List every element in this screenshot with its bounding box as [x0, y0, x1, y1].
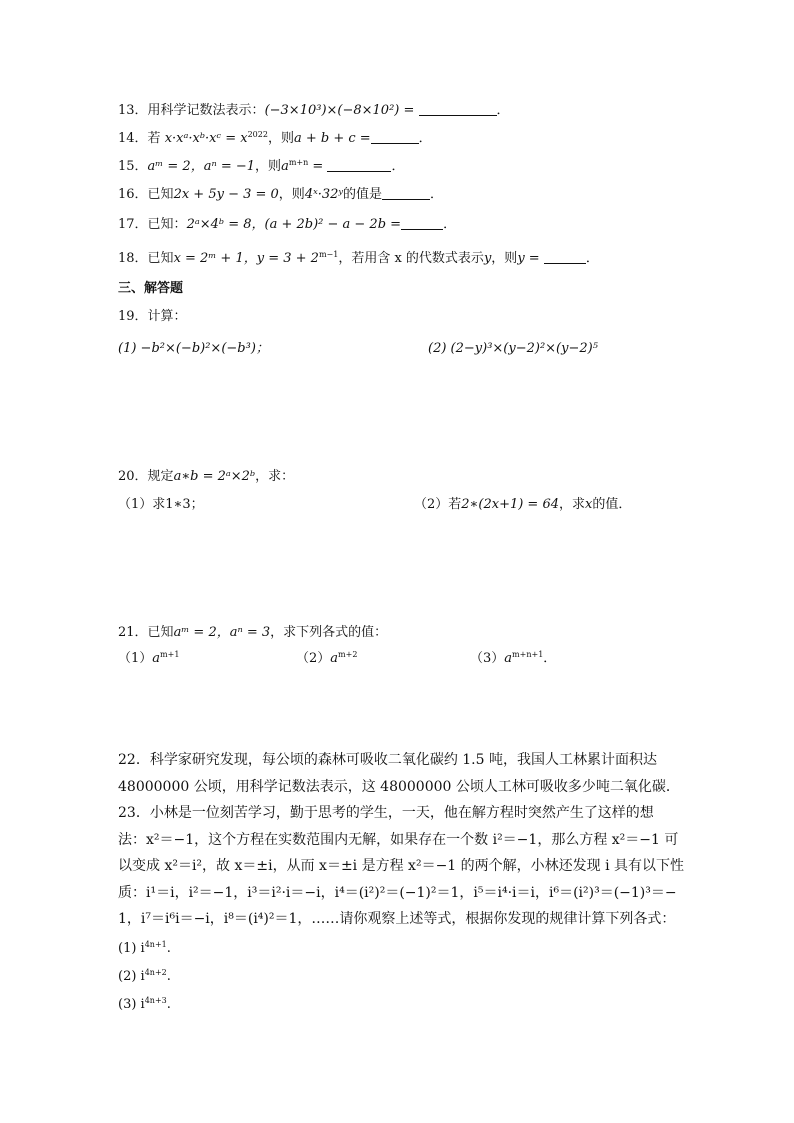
question-text: 用科学记数法表示： — [147, 103, 265, 118]
question-number: 18． — [118, 251, 148, 266]
question-13: 13．用科学记数法表示：(−3×10³)×(−8×10²) = ． — [118, 103, 510, 118]
punctuation: . — [166, 941, 171, 956]
punctuation: ． — [585, 251, 599, 266]
question-text: ，则 — [491, 251, 518, 266]
paragraph-line: 48000000 公顷，用科学记数法表示，这 48000000 公顷人工林可吸收多少吨二氧化碳． — [118, 778, 680, 795]
question-number: 14． — [118, 131, 148, 146]
math-expression: 2x + 5y − 3 = 0 — [173, 187, 279, 202]
part-label: （3） — [470, 651, 505, 666]
question-23-part-2 — [118, 968, 171, 986]
math-expression: (−3×10³)×(−8×10²) = — [264, 103, 415, 118]
punctuation: . — [166, 997, 171, 1012]
question-19-part-1: (1) −b²×(−b)²×(−b³)； — [118, 341, 269, 356]
question-text: 的值是 — [343, 187, 383, 202]
question-text: ，则 — [267, 131, 294, 146]
paragraph-line: 22．科学家研究发现，每公顷的森林可吸收二氧化碳约 1.5 吨，我国人工林累计面积达 — [118, 752, 657, 768]
part-label: (1) i — [118, 941, 145, 956]
math-expression: y = — [517, 251, 540, 266]
math-expression: x = 2ᵐ + 1 — [173, 251, 244, 266]
question-16 — [118, 186, 443, 204]
paragraph-line: 23．小林是一位刻苦学习，勤于思考的学生，一天，他在解方程时突然产生了这样的想 — [118, 805, 654, 821]
answer-blank[interactable] — [382, 187, 430, 200]
punctuation: ． — [418, 131, 432, 146]
question-text: 计算： — [147, 309, 187, 324]
question-20 — [118, 468, 294, 486]
question-text: ，若用含 x 的代数式表示 — [338, 251, 484, 266]
math-expression: ，(a + 2b)² − a − 2b = — [251, 217, 402, 232]
question-number: 15． — [118, 159, 148, 174]
math-expression: aᵐ = 2，aⁿ = −1 — [147, 159, 256, 174]
question-text: 规定 — [147, 469, 174, 484]
part-label: (2) i — [118, 969, 145, 984]
math-expression: a∗b = 2ᵃ×2ᵇ — [173, 469, 256, 484]
answer-blank[interactable] — [419, 103, 497, 116]
math-exponent: 4n+3 — [144, 996, 167, 1005]
question-text: ，则 — [255, 159, 282, 174]
question-text: 已知 — [147, 251, 174, 266]
math-exponent: m+2 — [338, 650, 358, 659]
math-variable: x — [585, 497, 593, 512]
question-text: 已知 — [147, 187, 174, 202]
answer-blank[interactable] — [371, 131, 419, 144]
math-expression: 4ˣ·32ʸ — [304, 187, 343, 202]
question-number: 19． — [118, 309, 148, 324]
paragraph-line: 质：i¹＝i，i²＝−1，i³＝i²·i＝−i，i⁴＝(i²)²＝(−1)²＝1，i⁵＝i⁴·i＝i，i⁶＝(i²)³＝(−1)³＝− — [118, 884, 677, 901]
punctuation: ． — [391, 159, 405, 174]
math-expression: x·xᵃ·xᵇ·xᶜ = x — [164, 131, 248, 146]
question-text: 已知： — [147, 217, 187, 232]
question-23 — [118, 800, 685, 933]
question-number: 16． — [118, 187, 148, 202]
math-expression: a — [281, 159, 289, 174]
math-exponent: m−1 — [318, 250, 339, 259]
part-label: (3) i — [118, 997, 145, 1012]
math-expression: a — [152, 651, 161, 666]
question-19 — [118, 308, 187, 326]
paragraph-line: 法：x²＝−1，这个方程在实数范围内无解，如果存在一个数 i²＝−1，那么方程 x²＝−1 可 — [118, 831, 679, 848]
math-exponent: m+n+1 — [512, 650, 544, 659]
question-21 — [118, 624, 387, 642]
math-variable: y — [483, 251, 492, 266]
question-text: ，求 — [559, 497, 586, 512]
punctuation: . — [166, 969, 171, 984]
question-21-part-2 — [296, 650, 357, 668]
answer-blank[interactable] — [327, 159, 391, 172]
question-text: 若 — [147, 131, 161, 146]
math-expression: a + b + c = — [293, 131, 371, 146]
math-expression: a — [504, 651, 513, 666]
question-text: 已知 — [147, 625, 174, 640]
paragraph-line: 以变成 x²＝i²，故 x＝±i，从而 x＝±i 是方程 x²＝−1 的两个解，小林还发现 i 具有以下性 — [118, 858, 685, 874]
question-19-part-2: (2) (2−y)³×(y−2)²×(y−2)⁵ — [428, 341, 598, 356]
question-22 — [118, 747, 678, 800]
answer-blank[interactable] — [401, 217, 443, 230]
math-exponent: 2022 — [247, 130, 268, 139]
question-text: ，则 — [278, 187, 305, 202]
question-23-part-1 — [118, 940, 171, 958]
question-text: 的值． — [592, 497, 632, 512]
question-number: 20． — [118, 469, 148, 484]
question-number: 13． — [118, 103, 148, 118]
question-21-part-3 — [470, 650, 556, 668]
paragraph-line: 1，i⁷＝i⁶i＝−i，i⁸＝(i⁴)²＝1，……请你观察上述等式，根据你发现的规律计算下列各式： — [118, 911, 676, 927]
question-20-part-2 — [414, 496, 631, 514]
math-exponent: 4n+1 — [144, 940, 167, 949]
punctuation: ． — [430, 187, 444, 202]
punctuation: ． — [443, 217, 457, 232]
equals-sign: = — [308, 159, 328, 174]
question-15 — [118, 158, 404, 176]
question-text: ，求： — [255, 469, 295, 484]
math-exponent: m+n — [288, 158, 309, 167]
punctuation: ． — [543, 651, 557, 666]
question-17 — [118, 216, 456, 234]
section-heading: 三、解答题 — [118, 281, 184, 296]
question-number: 21． — [118, 625, 148, 640]
part-label: （2） — [296, 651, 331, 666]
question-21-part-1 — [118, 650, 179, 668]
question-text: ，求下列各式的值： — [270, 625, 388, 640]
question-23-part-3 — [118, 996, 171, 1014]
math-expression: ，y = 3 + 2 — [243, 251, 319, 266]
question-number: 17． — [118, 217, 148, 232]
question-18 — [118, 250, 599, 268]
question-14 — [118, 130, 432, 148]
part-label: （1） — [118, 651, 153, 666]
math-expression: a — [330, 651, 339, 666]
question-text: （2）若 — [414, 497, 462, 512]
question-20-part-1: （1）求1∗3； — [118, 497, 204, 512]
math-expression: 2ᵃ×4ᵇ = 8 — [186, 217, 252, 232]
answer-blank[interactable] — [544, 251, 586, 264]
math-expression: aᵐ = 2，aⁿ = 3 — [173, 625, 271, 640]
math-exponent: m+1 — [160, 650, 180, 659]
math-expression: 2∗(2x+1) = 64 — [461, 497, 559, 512]
math-exponent: 4n+2 — [144, 968, 167, 977]
